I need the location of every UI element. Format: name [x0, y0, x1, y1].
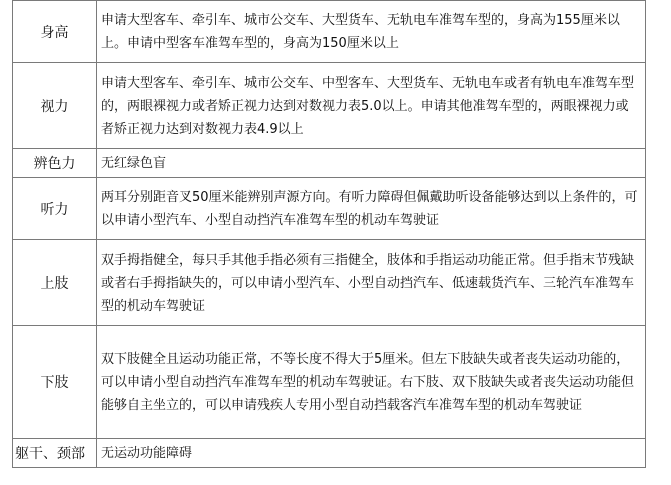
row-label: 辨色力: [13, 149, 97, 178]
row-label: 视力: [13, 63, 97, 149]
row-content: 双下肢健全且运动功能正常，不等长度不得大于5厘米。但左下肢缺失或者丧失运动功能的，可以申请小型自动挡汽车准驾车型的机动车驾驶证。右下肢、双下肢缺失或者丧失运动功能但能够自主坐立的，可以申请残疾人专用小型自动挡载客汽车准驾车型的机动车驾驶证: [97, 326, 646, 439]
row-label: 躯干、颈部: [13, 439, 97, 468]
table-row-color-vision: [13, 149, 646, 178]
table-row-torso-neck: [13, 439, 646, 468]
row-label: 上肢: [13, 240, 97, 326]
table-row-lower-limbs: [13, 326, 646, 439]
row-content: 无运动功能障碍: [97, 439, 646, 468]
table-row-height: [13, 1, 646, 63]
table-row-hearing: [13, 178, 646, 240]
table-row-upper-limbs: [13, 240, 646, 326]
row-content: 申请大型客车、牵引车、城市公交车、大型货车、无轨电车准驾车型的，身高为155厘米以上。申请中型客车准驾车型的，身高为150厘米以上: [97, 1, 646, 63]
table-row-vision: [13, 63, 646, 149]
row-label: 身高: [13, 1, 97, 63]
requirements-table: [12, 0, 646, 468]
row-label: 下肢: [13, 326, 97, 439]
row-content: 申请大型客车、牵引车、城市公交车、中型客车、大型货车、无轨电车或者有轨电车准驾车型的，两眼裸视力或者矫正视力达到对数视力表5.0以上。申请其他准驾车型的，两眼裸视力或者矫正视力达到对数视力表4.9以上: [97, 63, 646, 149]
row-content: 双手拇指健全，每只手其他手指必须有三指健全，肢体和手指运动功能正常。但手指末节残缺或者右手拇指缺失的，可以申请小型汽车、小型自动挡汽车、低速载货汽车、三轮汽车准驾车型的机动车驾驶证: [97, 240, 646, 326]
row-content: 无红绿色盲: [97, 149, 646, 178]
row-label: 听力: [13, 178, 97, 240]
row-content: 两耳分别距音叉50厘米能辨别声源方向。有听力障碍但佩戴助听设备能够达到以上条件的，可以申请小型汽车、小型自动挡汽车准驾车型的机动车驾驶证: [97, 178, 646, 240]
